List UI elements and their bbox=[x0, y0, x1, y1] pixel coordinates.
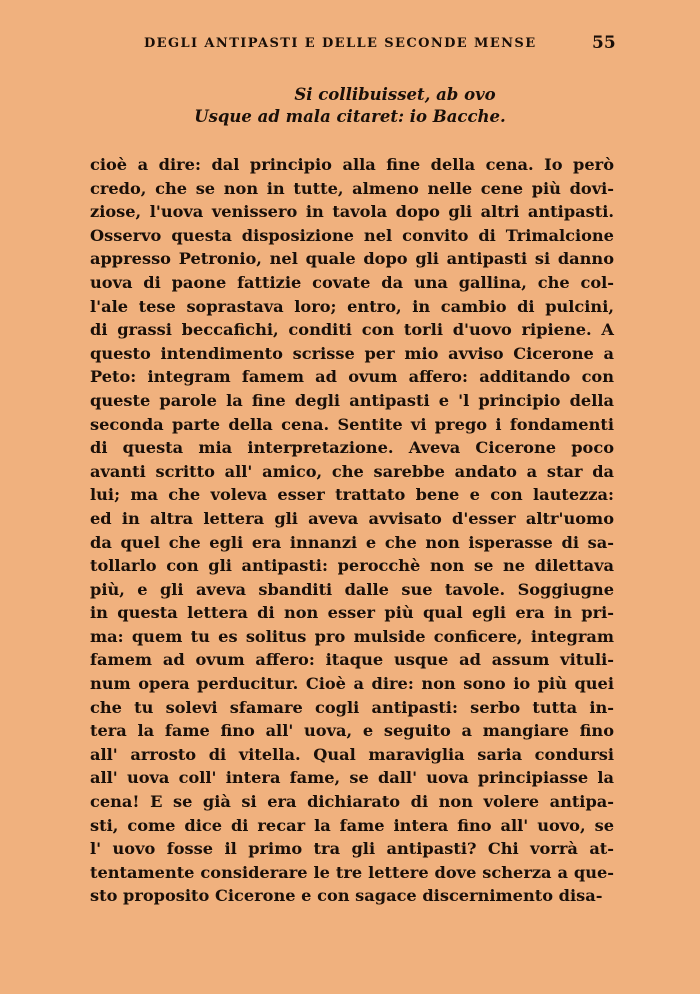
page-number: 55 bbox=[592, 33, 616, 53]
text-line: ziose, l'uova venissero in tavola dopo gli altri antipasti. bbox=[90, 202, 614, 222]
text-line: questo intendimento scrisse per mio avviso Cicerone a bbox=[90, 343, 614, 363]
text-line: cioè a dire: dal principio alla fine della cena. Io però bbox=[90, 155, 614, 174]
text-line: avanti scritto all' amico, che sarebbe andato a star da bbox=[90, 461, 614, 481]
text-line: appresso Petronio, nel quale dopo gli antipasti si danno bbox=[90, 249, 614, 269]
text-line: queste parole la fine degli antipasti e 'l principio della bbox=[90, 390, 614, 410]
text-line: sti, come dice di recar la fame intera fino all' uovo, se bbox=[90, 815, 614, 835]
text-line: di questa mia interpretazione. Aveva Cicerone poco bbox=[90, 438, 614, 458]
text-line: famem ad ovum affero: itaque usque ad assum vituli- bbox=[90, 650, 614, 670]
text-line: ed in altra lettera gli aveva avvisato d'esser altr'uomo bbox=[90, 508, 614, 528]
text-line: tera la fame fino all' uova, e seguito a mangiare fino bbox=[90, 721, 614, 741]
text-line: che tu solevi sfamare cogli antipasti: serbo tutta in- bbox=[90, 697, 614, 717]
text-line: tollarlo con gli antipasti: perocchè non se ne dilettava bbox=[90, 556, 614, 576]
text-line: seconda parte della cena. Sentite vi prego i fondamenti bbox=[90, 414, 614, 434]
text-line: all' arrosto di vitella. Qual maraviglia saria condursi bbox=[90, 744, 614, 764]
text-line: all' uova coll' intera fame, se dall' uova principiasse la bbox=[90, 768, 614, 788]
text-line: ma: quem tu es solitus pro mulside conficere, integram bbox=[90, 626, 614, 646]
text-line: credo, che se non in tutte, almeno nelle cene più dovi- bbox=[90, 178, 614, 198]
text-line: l' uovo fosse il primo tra gli antipasti? Chi vorrà at- bbox=[90, 839, 614, 859]
epigraph-line-2: Usque ad mala citaret: io Bacche. bbox=[194, 107, 506, 126]
text-line: lui; ma che voleva esser trattato bene e con lautezza: bbox=[90, 485, 614, 505]
text-line: di grassi beccafichi, conditi con torli d'uovo ripiene. A bbox=[90, 320, 614, 340]
epigraph bbox=[0, 84, 700, 128]
body-text bbox=[90, 153, 614, 908]
text-line: da quel che egli era innanzi e che non isperasse di sa- bbox=[90, 532, 614, 552]
text-line: cena! E se già si era dichiarato di non volere antipa- bbox=[90, 792, 614, 812]
epigraph-line-1: Si collibuisset, ab ovo bbox=[294, 85, 496, 104]
text-line: Peto: integram famem ad ovum affero: additando con bbox=[90, 367, 614, 387]
text-line: sto proposito Cicerone e con sagace discernimento disa- bbox=[90, 886, 603, 906]
text-line: Osservo questa disposizione nel convito di Trimalcione bbox=[90, 225, 614, 245]
text-line: uova di paone fattizie covate da una gallina, che col- bbox=[90, 272, 614, 292]
text-line: l'ale tese soprastava loro; entro, in cambio di pulcini, bbox=[90, 296, 614, 316]
text-line: in questa lettera di non esser più qual egli era in pri- bbox=[90, 603, 614, 623]
text-line: tentamente considerare le tre lettere dove scherza a que- bbox=[90, 862, 614, 882]
running-title: DEGLI ANTIPASTI E DELLE SECONDE MENSE bbox=[144, 36, 537, 51]
text-line: più, e gli aveva sbanditi dalle sue tavole. Soggiugne bbox=[90, 579, 614, 599]
text-line: num opera perducitur. Cioè a dire: non sono io più quei bbox=[90, 674, 614, 694]
